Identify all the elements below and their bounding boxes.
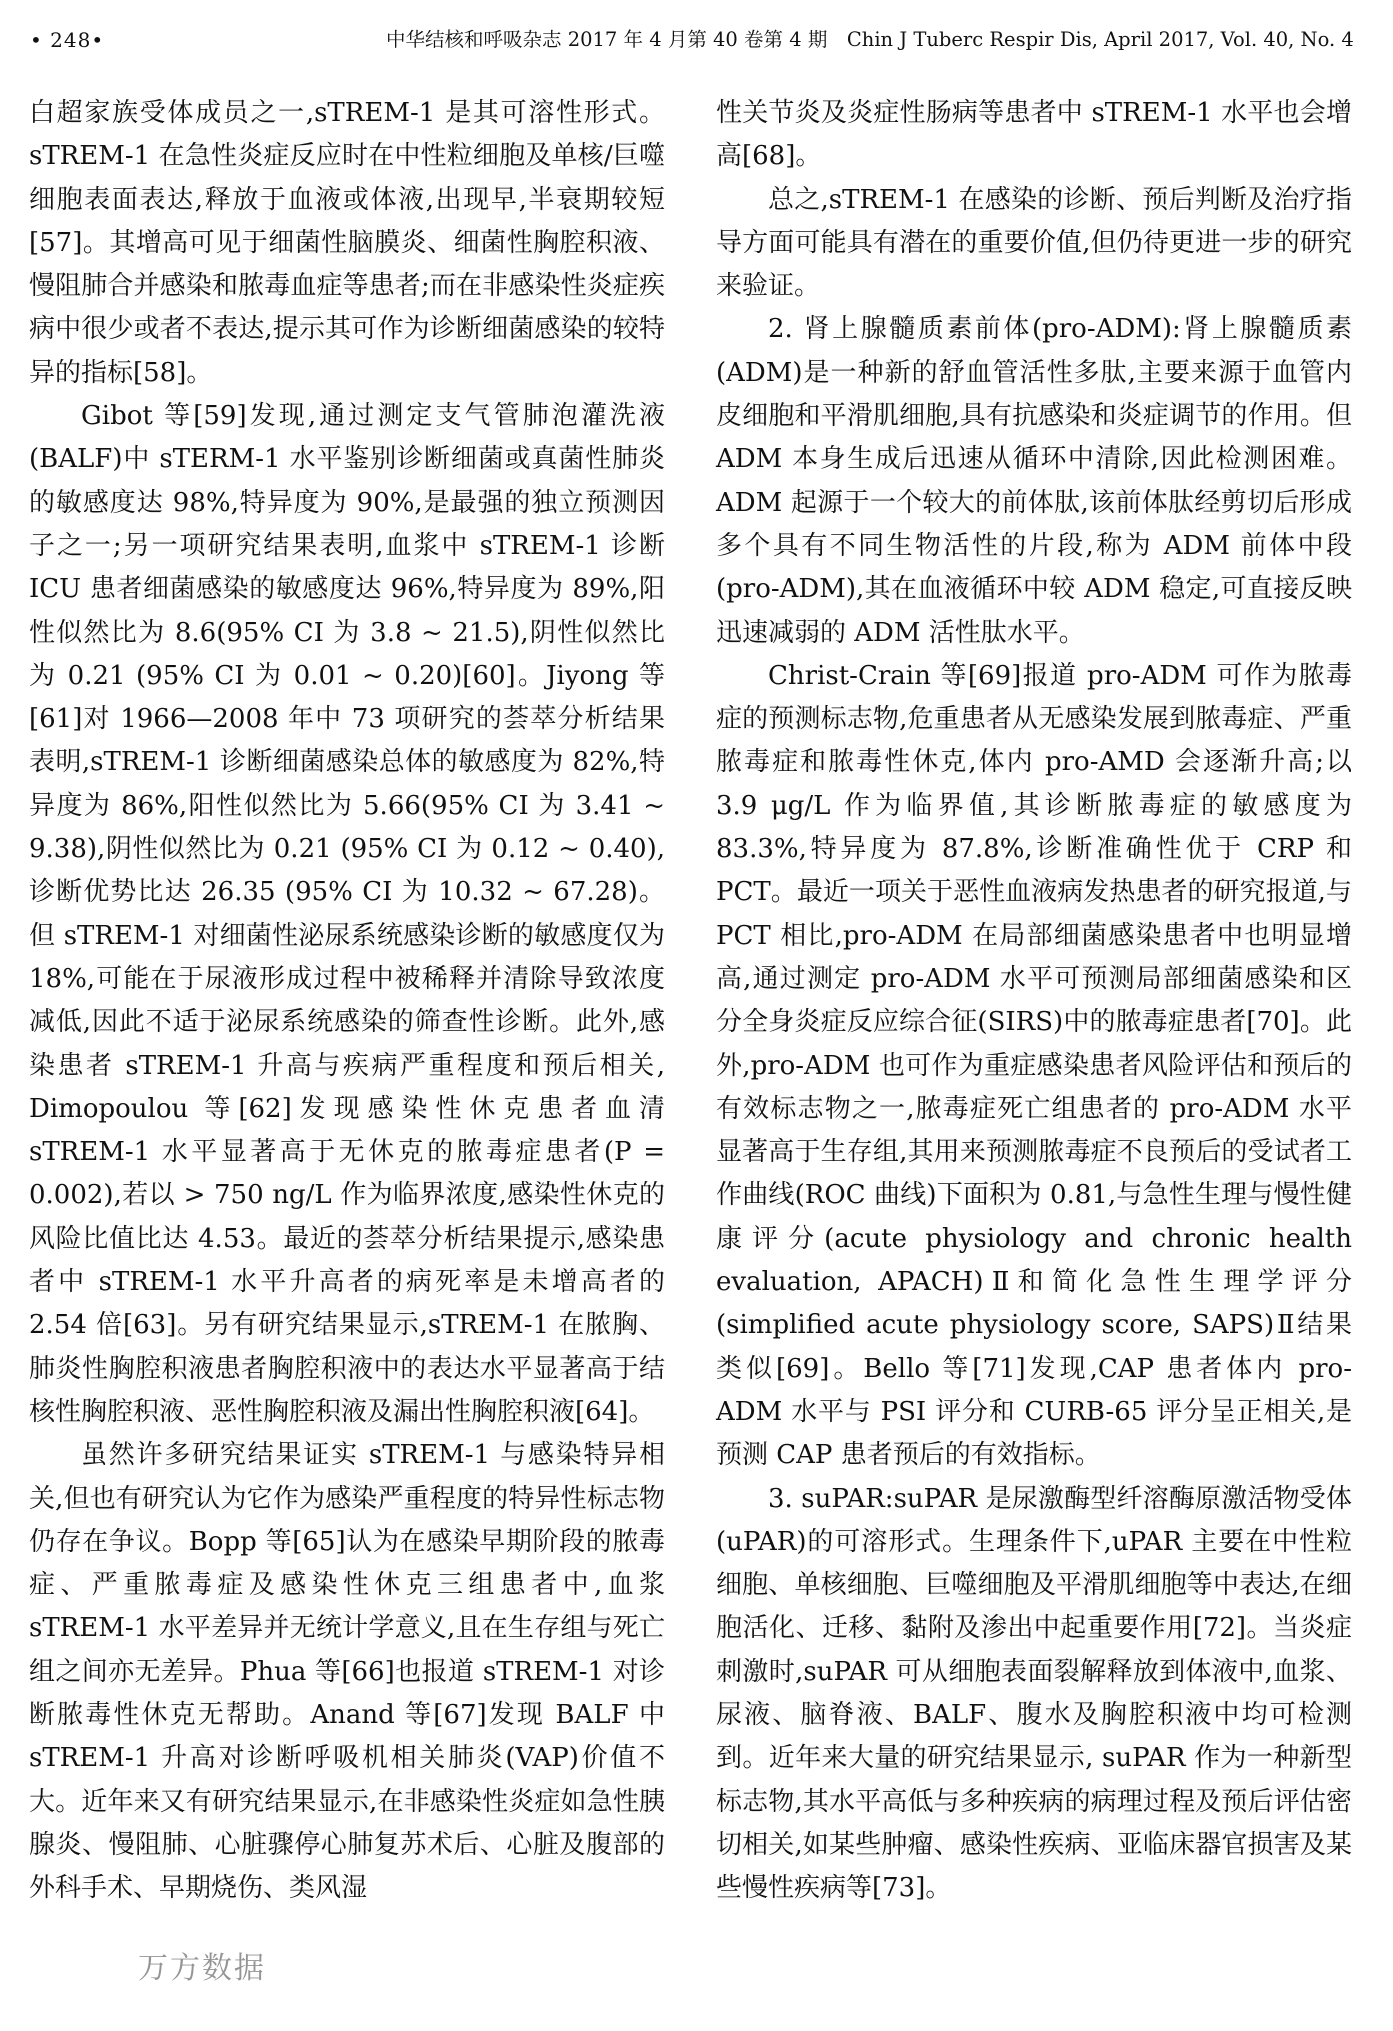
journal-citation: 中华结核和呼吸杂志 2017 年 4 月第 40 卷第 4 期 Chin J Tuberc Respir Dis, April 2017, Vol. 40, No. 4 bbox=[386, 28, 1354, 51]
paragraph: 虽然许多研究结果证实 sTREM-1 与感染特异相关,但也有研究认为它作为感染严重程度的特异性标志物仍存在争议。Bopp 等[65]认为在感染早期阶段的脓毒症、严重脓毒症及感染性休克三组患者中,血浆 sTREM-1 水平差异并无统计学意义,且在生存组与死亡组之间亦无差异。Phua 等[66]也报道 sTREM-1 对诊断脓毒性休克无帮助。Anand 等[67]发现 BALF 中 sTREM-1 升高对诊断呼吸机相关肺炎(VAP)价值不大。近年来又有研究结果显示,在非感染性炎症如急性胰腺炎、慢阻肺、心脏骤停心肺复苏术后、心脏及腹部的外科手术、早期烧伤、类风湿 bbox=[29, 1440, 665, 1904]
paragraph: 总之,sTREM-1 在感染的诊断、预后判断及治疗指导方面可能具有潜在的重要价值,但仍待更进一步的研究来验证。 bbox=[716, 184, 1352, 302]
right-column bbox=[716, 92, 1352, 1910]
left-column bbox=[29, 92, 665, 1910]
page-number: • 248• bbox=[30, 28, 105, 52]
paragraph: Christ-Crain 等[69]报道 pro-ADM 可作为脓毒症的预测标志物,危重患者从无感染发展到脓毒症、严重脓毒症和脓毒性休克,体内 pro-AMD 会逐渐升高;以 3.9 μg/L 作为临界值,其诊断脓毒症的敏感度为 83.3%,特异度为 87.8%,诊断准确性优于 CRP 和 PCT。最近一项关于恶性血液病发热患者的研究报道,与 PCT 相比,pro-ADM 在局部细菌感染患者中也明显增高,通过测定 pro-ADM 水平可预测局部细菌感染和区分全身炎症反应综合征(SIRS)中的脓毒症患者[70]。此外,pro-ADM 也可作为重症感染患者风险评估和预后的有效标志物之一,脓毒症死亡组患者的 pro-ADM 水平显著高于生存组,其用来预测脓毒症不良预后的受试者工作曲线(ROC 曲线)下面积为 0.81,与急性生理与慢性健康评分(acute physiology and chronic health evaluation, APACH)Ⅱ和简化急性生理学评分(simplified acute physiology score, SAPS)Ⅱ结果类似[69]。Bello 等[71]发现,CAP 患者体内 pro-ADM 水平与 PSI 评分和 CURB-65 评分呈正相关,是预测 CAP 患者预后的有效指标。 bbox=[716, 660, 1352, 1471]
paragraph: 3. suPAR:suPAR 是尿激酶型纤溶酶原激活物受体(uPAR)的可溶形式。生理条件下,uPAR 主要在中性粒细胞、单核细胞、巨噬细胞及平滑肌细胞等中表达,在细胞活化、迁移、黏附及渗出中起重要作用[72]。当炎症刺激时,suPAR 可从细胞表面裂解释放到体液中,血浆、尿液、脑脊液、BALF、腹水及胸腔积液中均可检测到。近年来大量的研究结果显示, suPAR 作为一种新型标志物,其水平高低与多种疾病的病理过程及预后评估密切相关,如某些肿瘤、感染性疾病、亚临床器官损害及某些慢性疾病等[73]。 bbox=[716, 1483, 1352, 1904]
paragraph: 白超家族受体成员之一,sTREM-1 是其可溶性形式。sTREM-1 在急性炎症反应时在中性粒细胞及单核/巨噬细胞表面表达,释放于血液或体液,出现早,半衰期较短[57]。其增高可见于细菌性脑膜炎、细菌性胸腔积液、慢阻肺合并感染和脓毒血症等患者;而在非感染性炎症疾病中很少或者不表达,提示其可作为诊断细菌感染的较特异的指标[58]。 bbox=[29, 98, 665, 388]
watermark: 万方数据 bbox=[138, 1951, 266, 1986]
paragraph: 性关节炎及炎症性肠病等患者中 sTREM-1 水平也会增高[68]。 bbox=[716, 98, 1352, 172]
paragraph: Gibot 等[59]发现,通过测定支气管肺泡灌洗液(BALF)中 sTERM-1 水平鉴别诊断细菌或真菌性肺炎的敏感度达 98%,特异度为 90%,是最强的独立预测因子之一;另一项研究结果表明,血浆中 sTREM-1 诊断 ICU 患者细菌感染的敏感度达 96%,特异度为 89%,阳性似然比为 8.6(95% CI 为 3.8 ~ 21.5),阴性似然比为 0.21 (95% CI 为 0.01 ~ 0.20)[60]。Jiyong 等[61]对 1966—2008 年中 73 项研究的荟萃分析结果表明,sTREM-1 诊断细菌感染总体的敏感度为 82%,特异度为 86%,阳性似然比为 5.66(95% CI 为 3.41 ~ 9.38),阴性似然比为 0.21 (95% CI 为 0.12 ~ 0.40),诊断优势比达 26.35 (95% CI 为 10.32 ~ 67.28)。但 sTREM-1 对细菌性泌尿系统感染诊断的敏感度仅为 18%,可能在于尿液形成过程中被稀释并清除导致浓度减低,因此不适于泌尿系统感染的筛查性诊断。此外,感染患者 sTREM-1 升高与疾病严重程度和预后相关, Dimopoulou 等[62]发现感染性休克患者血清 sTREM-1 水平显著高于无休克的脓毒症患者(P = 0.002),若以 > 750 ng/L 作为临界浓度,感染性休克的风险比值比达 4.53。最近的荟萃分析结果提示,感染患者中 sTREM-1 水平升高者的病死率是未增高者的 2.54 倍[63]。另有研究结果显示,sTREM-1 在脓胸、肺炎性胸腔积液患者胸腔积液中的表达水平显著高于结核性胸腔积液、恶性胸腔积液及漏出性胸腔积液[64]。 bbox=[29, 401, 665, 1427]
page-header bbox=[0, 0, 1393, 60]
paragraph: 2. 肾上腺髓质素前体(pro-ADM):肾上腺髓质素(ADM)是一种新的舒血管活性多肽,主要来源于血管内皮细胞和平滑肌细胞,具有抗感染和炎症调节的作用。但 ADM 本身生成后迅速从循环中清除,因此检测困难。ADM 起源于一个较大的前体肽,该前体肽经剪切后形成多个具有不同生物活性的片段,称为 ADM 前体中段(pro-ADM),其在血液循环中较 ADM 稳定,可直接反映迅速减弱的 ADM 活性肽水平。 bbox=[716, 314, 1352, 648]
